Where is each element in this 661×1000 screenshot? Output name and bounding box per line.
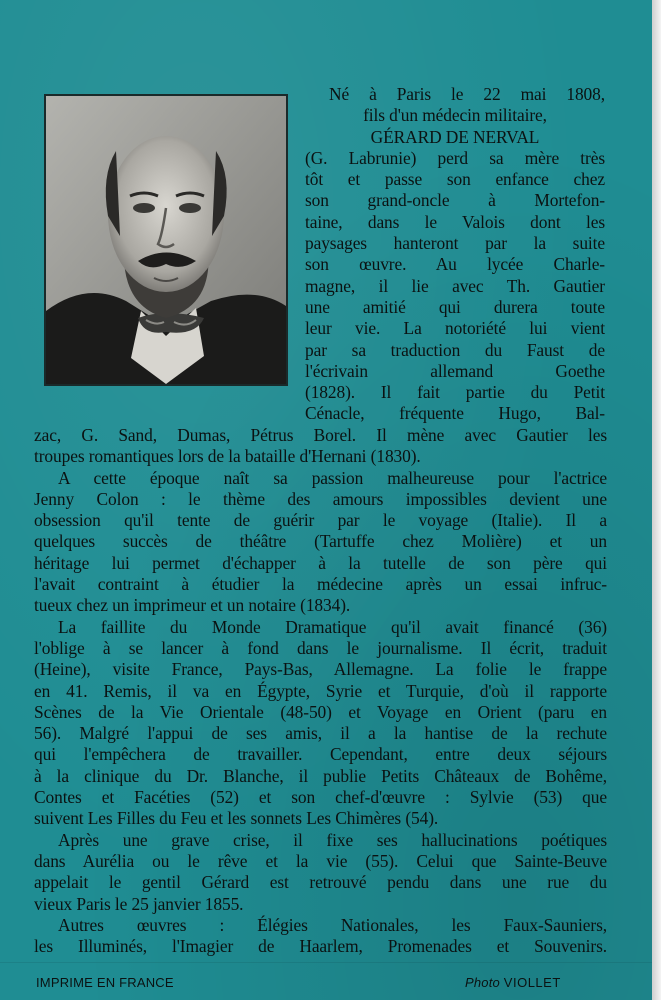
text-line: l'avait contraint à étudier la médecine après un essai infruc- [34,574,607,595]
text-line: son œuvre. Au lycée Charle- [305,254,605,275]
text-line: Après une grave crise, il fixe ses hallucinations poétiques [58,829,607,850]
biography-continued [34,425,607,957]
text-line: l'écrivain allemand Goethe [305,360,605,381]
text-line: Contes et Facéties (52) et son chef-d'œuvre : Sylvie (53) que [34,787,607,808]
photo-credit-name: VIOLLET [503,975,561,990]
text-line: l'oblige à se lancer à fond dans le journalisme. Il écrit, traduit [34,637,607,658]
text-line: zac, G. Sand, Dumas, Pétrus Borel. Il mène avec Gautier les [34,425,607,445]
text-line: (1828). Il fait partie du Petit [305,382,605,403]
text-line: en 41. Remis, il va en Égypte, Syrie et Turquie, d'où il rapporte [34,680,607,701]
text-line: tôt et passe son enfance chez [305,169,605,190]
printed-in-france: IMPRIME EN FRANCE [36,975,174,990]
text-line: (Heine), visite France, Pays-Bas, Allemagne. La folie le frappe [34,659,607,680]
text-line: troupes romantiques lors de la bataille d'Hernani (1830). [34,446,421,467]
text-line: qui l'empêchera de travailler. Cependant, entre deux séjours [34,744,607,765]
text-line: Scènes de la Vie Orientale (48-50) et Voyage en Orient (paru en [34,701,607,722]
text-line: appelait le gentil Gérard est retrouvé pendu dans une rue du [34,872,607,893]
page-edge [652,0,661,1000]
text-line: GÉRARD DE NERVAL [370,126,540,147]
text-line: 56). Malgré l'appui de ses amis, il a la hantise de la rechute [34,723,607,744]
text-line: fils d'un médecin militaire, [363,105,547,126]
text-line: dans Aurélia ou le rêve et la vie (55). Celui que Sainte-Beuve [34,850,607,871]
text-line: Jenny Colon : le thème des amours impossibles devient une [34,488,607,509]
text-line: A cette époque naît sa passion malheureuse pour l'actrice [58,467,607,488]
biography-intro [305,84,605,425]
text-line: à la clinique du Dr. Blanche, il publie Petits Châteaux de Bohême, [34,765,607,786]
text-line: quelques succès de théâtre (Tartuffe chez Molière) et un [34,531,607,552]
text-line: vieux Paris le 25 janvier 1855. [34,893,244,914]
text-line: tueux chez un imprimeur et un notaire (1834). [34,595,351,616]
text-line: son grand-oncle à Mortefon- [305,190,605,211]
text-line: les Illuminés, l'Imagier de Haarlem, Promenades et Souvenirs. [34,936,607,957]
text-line: suivent Les Filles du Feu et les sonnets Les Chimères (54). [34,808,439,829]
photo-credit [465,975,561,990]
text-line: (G. Labrunie) perd sa mère très [305,147,605,168]
text-line: obsession qu'il tente de guérir par le voyage (Italie). Il a [34,510,607,531]
text-line: Cénacle, fréquente Hugo, Bal- [305,403,605,424]
text-line: Né à Paris le 22 mai 1808, [329,84,605,104]
text-line: Autres œuvres : Élégies Nationales, les Faux-Sauniers, [58,914,607,935]
text-line: une amitié qui durera toute [305,296,605,317]
text-line: La faillite du Monde Dramatique qu'il avait financé (36) [58,616,607,637]
text-line: héritage lui permet d'échapper à la tutelle de son père qui [34,552,607,573]
text-line: taine, dans le Valois dont les [305,211,605,232]
text-line: paysages hanteront par la suite [305,233,605,254]
footer-divider [0,962,652,963]
portrait-illustration [46,96,286,384]
text-line: par sa traduction du Faust de [305,339,605,360]
photo-credit-label: Photo [465,975,500,990]
text-line: leur vie. La notoriété lui vient [305,318,605,339]
text-line: magne, il lie avec Th. Gautier [305,275,605,296]
portrait-photo [44,94,288,386]
